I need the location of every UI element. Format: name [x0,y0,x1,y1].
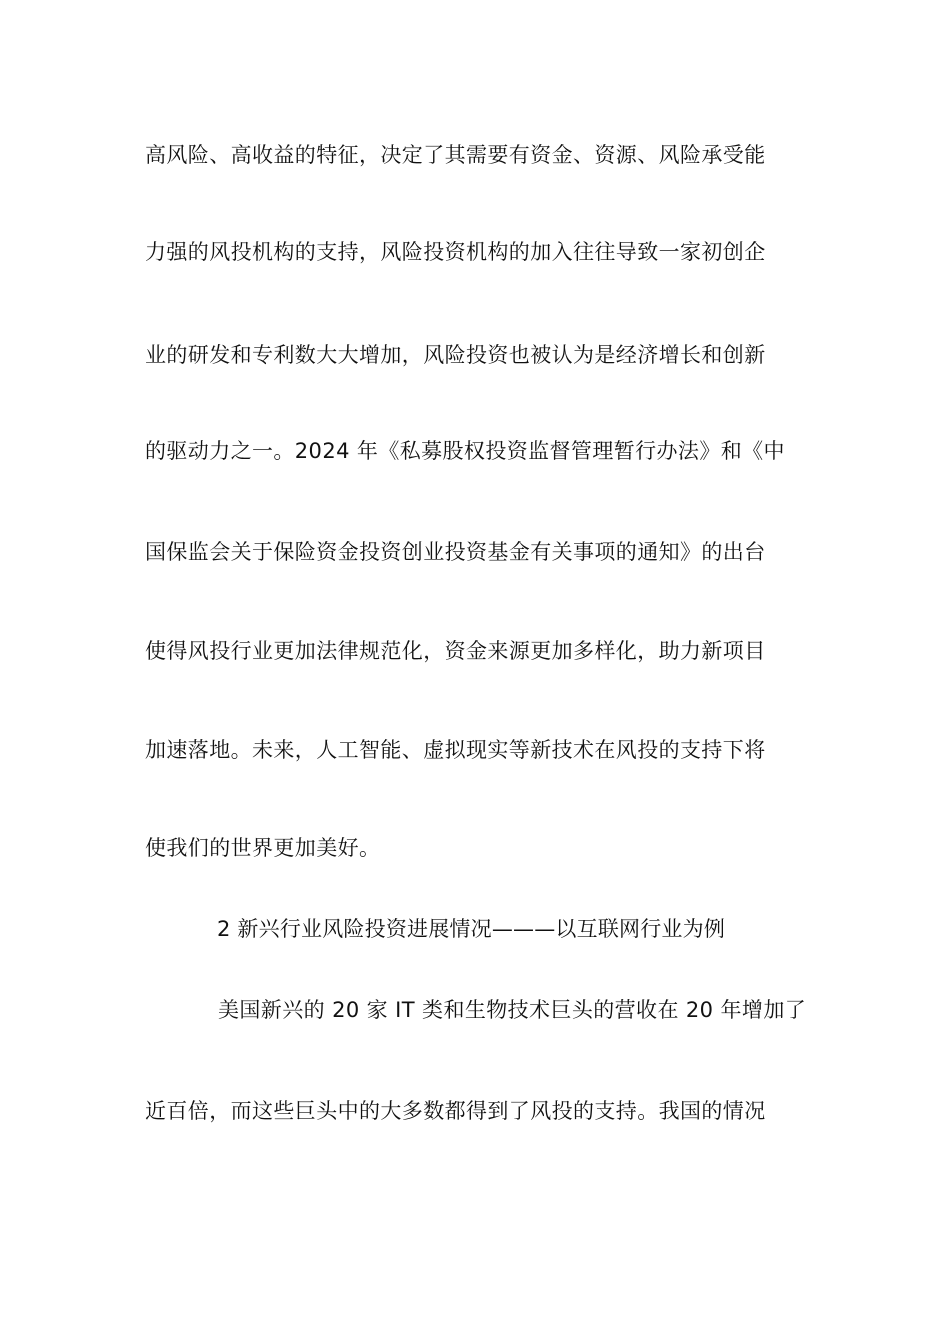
paragraph-line: 使我们的世界更加美好。 [145,836,381,860]
paragraph-line: 力强的风投机构的支持，风险投资机构的加入往往导致一家初创企 [145,240,766,264]
paragraph-line: 加速落地。未来，人工智能、虚拟现实等新技术在风投的支持下将 [145,738,766,762]
paragraph-line: 美国新兴的 20 家 IT 类和生物技术巨头的营收在 20 年增加了 [218,998,807,1022]
paragraph-line: 国保监会关于保险资金投资创业投资基金有关事项的通知》的出台 [145,540,766,564]
paragraph-line: 使得风投行业更加法律规范化，资金来源更加多样化，助力新项目 [145,639,766,663]
paragraph-line: 高风险、高收益的特征，决定了其需要有资金、资源、风险承受能 [145,143,766,167]
paragraph-line: 的驱动力之一。2024 年《私募股权投资监督管理暂行办法》和《中 [145,439,785,463]
paragraph-line: 近百倍，而这些巨头中的大多数都得到了风投的支持。我国的情况 [145,1099,766,1123]
section-heading: 2 新兴行业风险投资进展情况———以互联网行业为例 [217,917,726,941]
paragraph-line: 业的研发和专利数大大增加，风险投资也被认为是经济增长和创新 [145,343,766,367]
